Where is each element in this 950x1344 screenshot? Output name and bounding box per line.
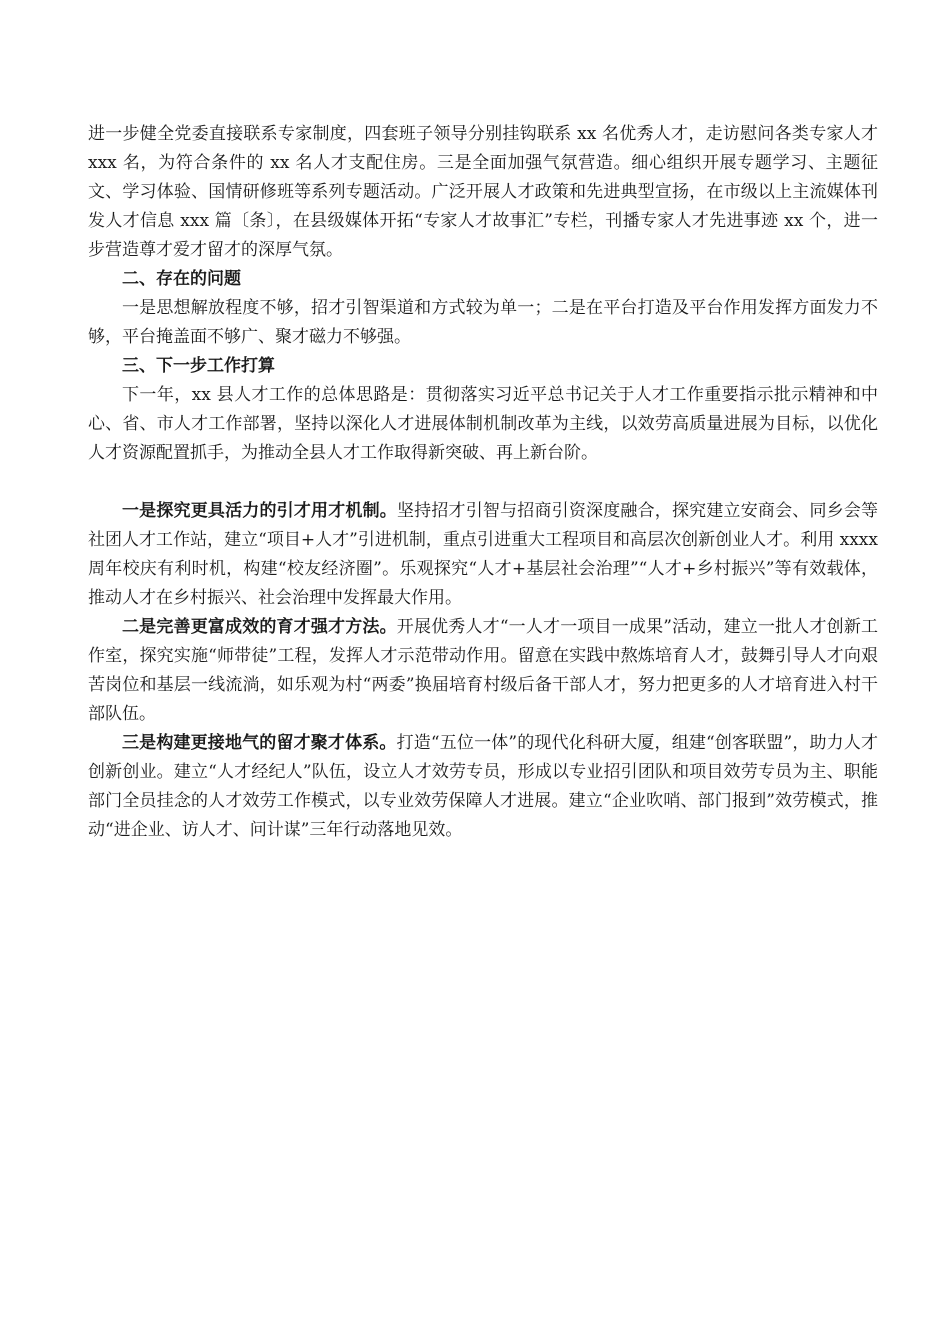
- section-2-heading: 二、存在的问题: [122, 269, 241, 289]
- section-3-paragraph: 下一年，xx 县人才工作的总体思路是：贯彻落实习近平总书记关于人才工作重要指示批示精神和中心、省、市人才工作部署，坚持以深化人才进展体制机制改革为主线，以效劳高质量进展为目标，以优化人才资源配置抓手，为推动全县人才工作取得新突破、再上新台阶。: [88, 385, 878, 463]
- item-1-paragraph: [88, 497, 878, 613]
- item-2-lead: 二是完善更富成效的育才强才方法。: [122, 617, 397, 637]
- intro-paragraph: 进一步健全党委直接联系专家制度，四套班子领导分别挂钩联系 xx 名优秀人才，走访慰问各类专家人才 xxx 名，为符合条件的 xx 名人才支配住房。三是全面加强气氛营造。细心组织开展专题学习、主题征文、学习体验、国情研修班等系列专题活动。广泛开展人才政策和先进典型宣扬，在市级以上主流媒体刊发人才信息 xxx 篇〔条〕，在县级媒体开拓“专家人才故事汇”专栏，刊播专家人才先进事迹 xx 个，进一步营造尊才爱才留才的深厚气氛。: [88, 124, 878, 260]
- item-3-body: 打造“五位一体”的现代化科研大厦，组建“创客联盟”，助力人才创新创业。建立“人才经纪人”队伍，设立人才效劳专员，形成以专业招引团队和项目效劳专员为主、职能部门全员挂念的人才效劳工作模式，以专业效劳保障人才进展。建立“企业吹哨、部门报到”效劳模式，推动“进企业、访人才、问计谋”三年行动落地见效。: [88, 733, 879, 840]
- item-1-lead: 一是探究更具活力的引才用才机制。: [122, 501, 397, 521]
- section-3-heading: 三、下一步工作打算: [122, 356, 275, 376]
- item-3-paragraph: [88, 729, 878, 845]
- paragraph-spacer: [88, 468, 878, 497]
- item-3-lead: 三是构建更接地气的留才聚才体系。: [122, 733, 397, 753]
- item-1-body: 坚持招才引智与招商引资深度融合，探究建立安商会、同乡会等社团人才工作站，建立“项目+人才”引进机制，重点引进重大工程项目和高层次创新创业人才。利用 xxxx 周年校庆有利时机，构建“校友经济圈”。乐观探究“人才+基层社会治理”“人才+乡村振兴”等有效载体，推动人才在乡村振兴、社会治理中发挥最大作用。: [88, 501, 879, 608]
- document-page: [88, 120, 878, 845]
- item-2-body: 开展优秀人才“一人才一项目一成果”活动，建立一批人才创新工作室，探究实施“师带徒”工程，发挥人才示范带动作用。留意在实践中熬炼培育人才，鼓舞引导人才向艰苦岗位和基层一线流淌，如乐观为村“两委”换届培育村级后备干部人才，努力把更多的人才培育进入村干部队伍。: [88, 617, 879, 724]
- item-2-paragraph: [88, 613, 878, 729]
- section-2-paragraph: 一是思想解放程度不够，招才引智渠道和方式较为单一；二是在平台打造及平台作用发挥方面发力不够，平台掩盖面不够广、聚才磁力不够强。: [88, 298, 878, 347]
